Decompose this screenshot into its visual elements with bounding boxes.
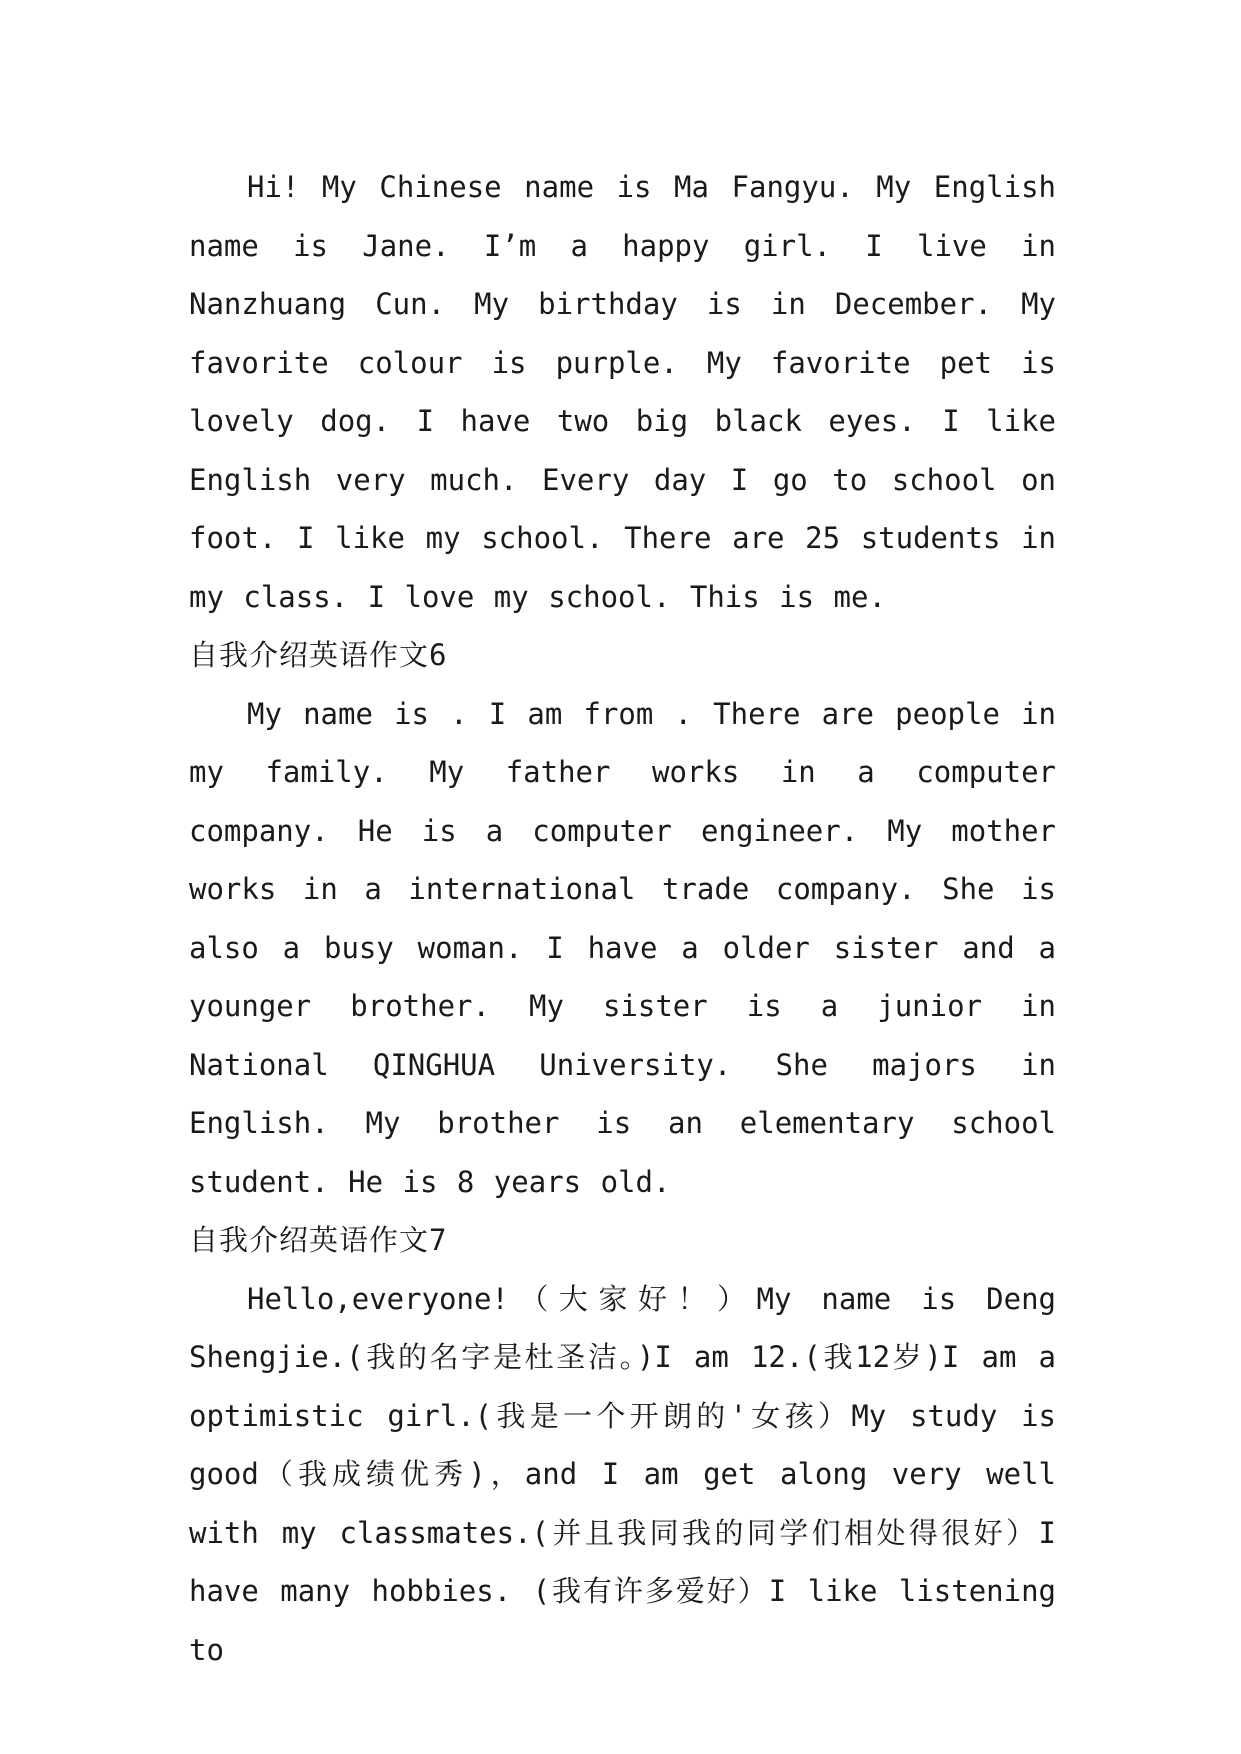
document-body	[189, 158, 1056, 1679]
section-heading-6: 自我介绍英语作文6	[189, 638, 448, 672]
section-heading-7: 自我介绍英语作文7	[189, 1223, 448, 1257]
paragraph-intro-7: Hello,everyone!（大家好！）My name is Deng Shengjie.(我的名字是杜圣洁。)I am 12.(我12岁)I am a optimistic girl.(我是一个开朗的'女孩）My study is good（我成绩优秀)，and I am get along very well with my classmates.(并且我同我的同学们相处得很好）I have many hobbies. (我有许多爱好）I like listening to	[189, 1281, 1056, 1667]
paragraph-intro-6: My name is . I am from . There are people in my family. My father works in a computer company. He is a computer engineer. My mother works in a international trade company. She is also a busy woman. I have a older sister and a younger brother. My sister is a junior in National QINGHUA University. She majors in English. My brother is an elementary school student. He is 8 years old.	[189, 696, 1056, 1199]
paragraph-intro-5: Hi! My Chinese name is Ma Fangyu. My English name is Jane. I’m a happy girl. I live in Nanzhuang Cun. My birthday is in December. My favorite colour is purple. My favorite pet is lovely dog. I have two big black eyes. I like English very much. Every day I go to school on foot. I like my school. There are 25 students in my class. I love my school. This is me.	[189, 170, 1056, 614]
